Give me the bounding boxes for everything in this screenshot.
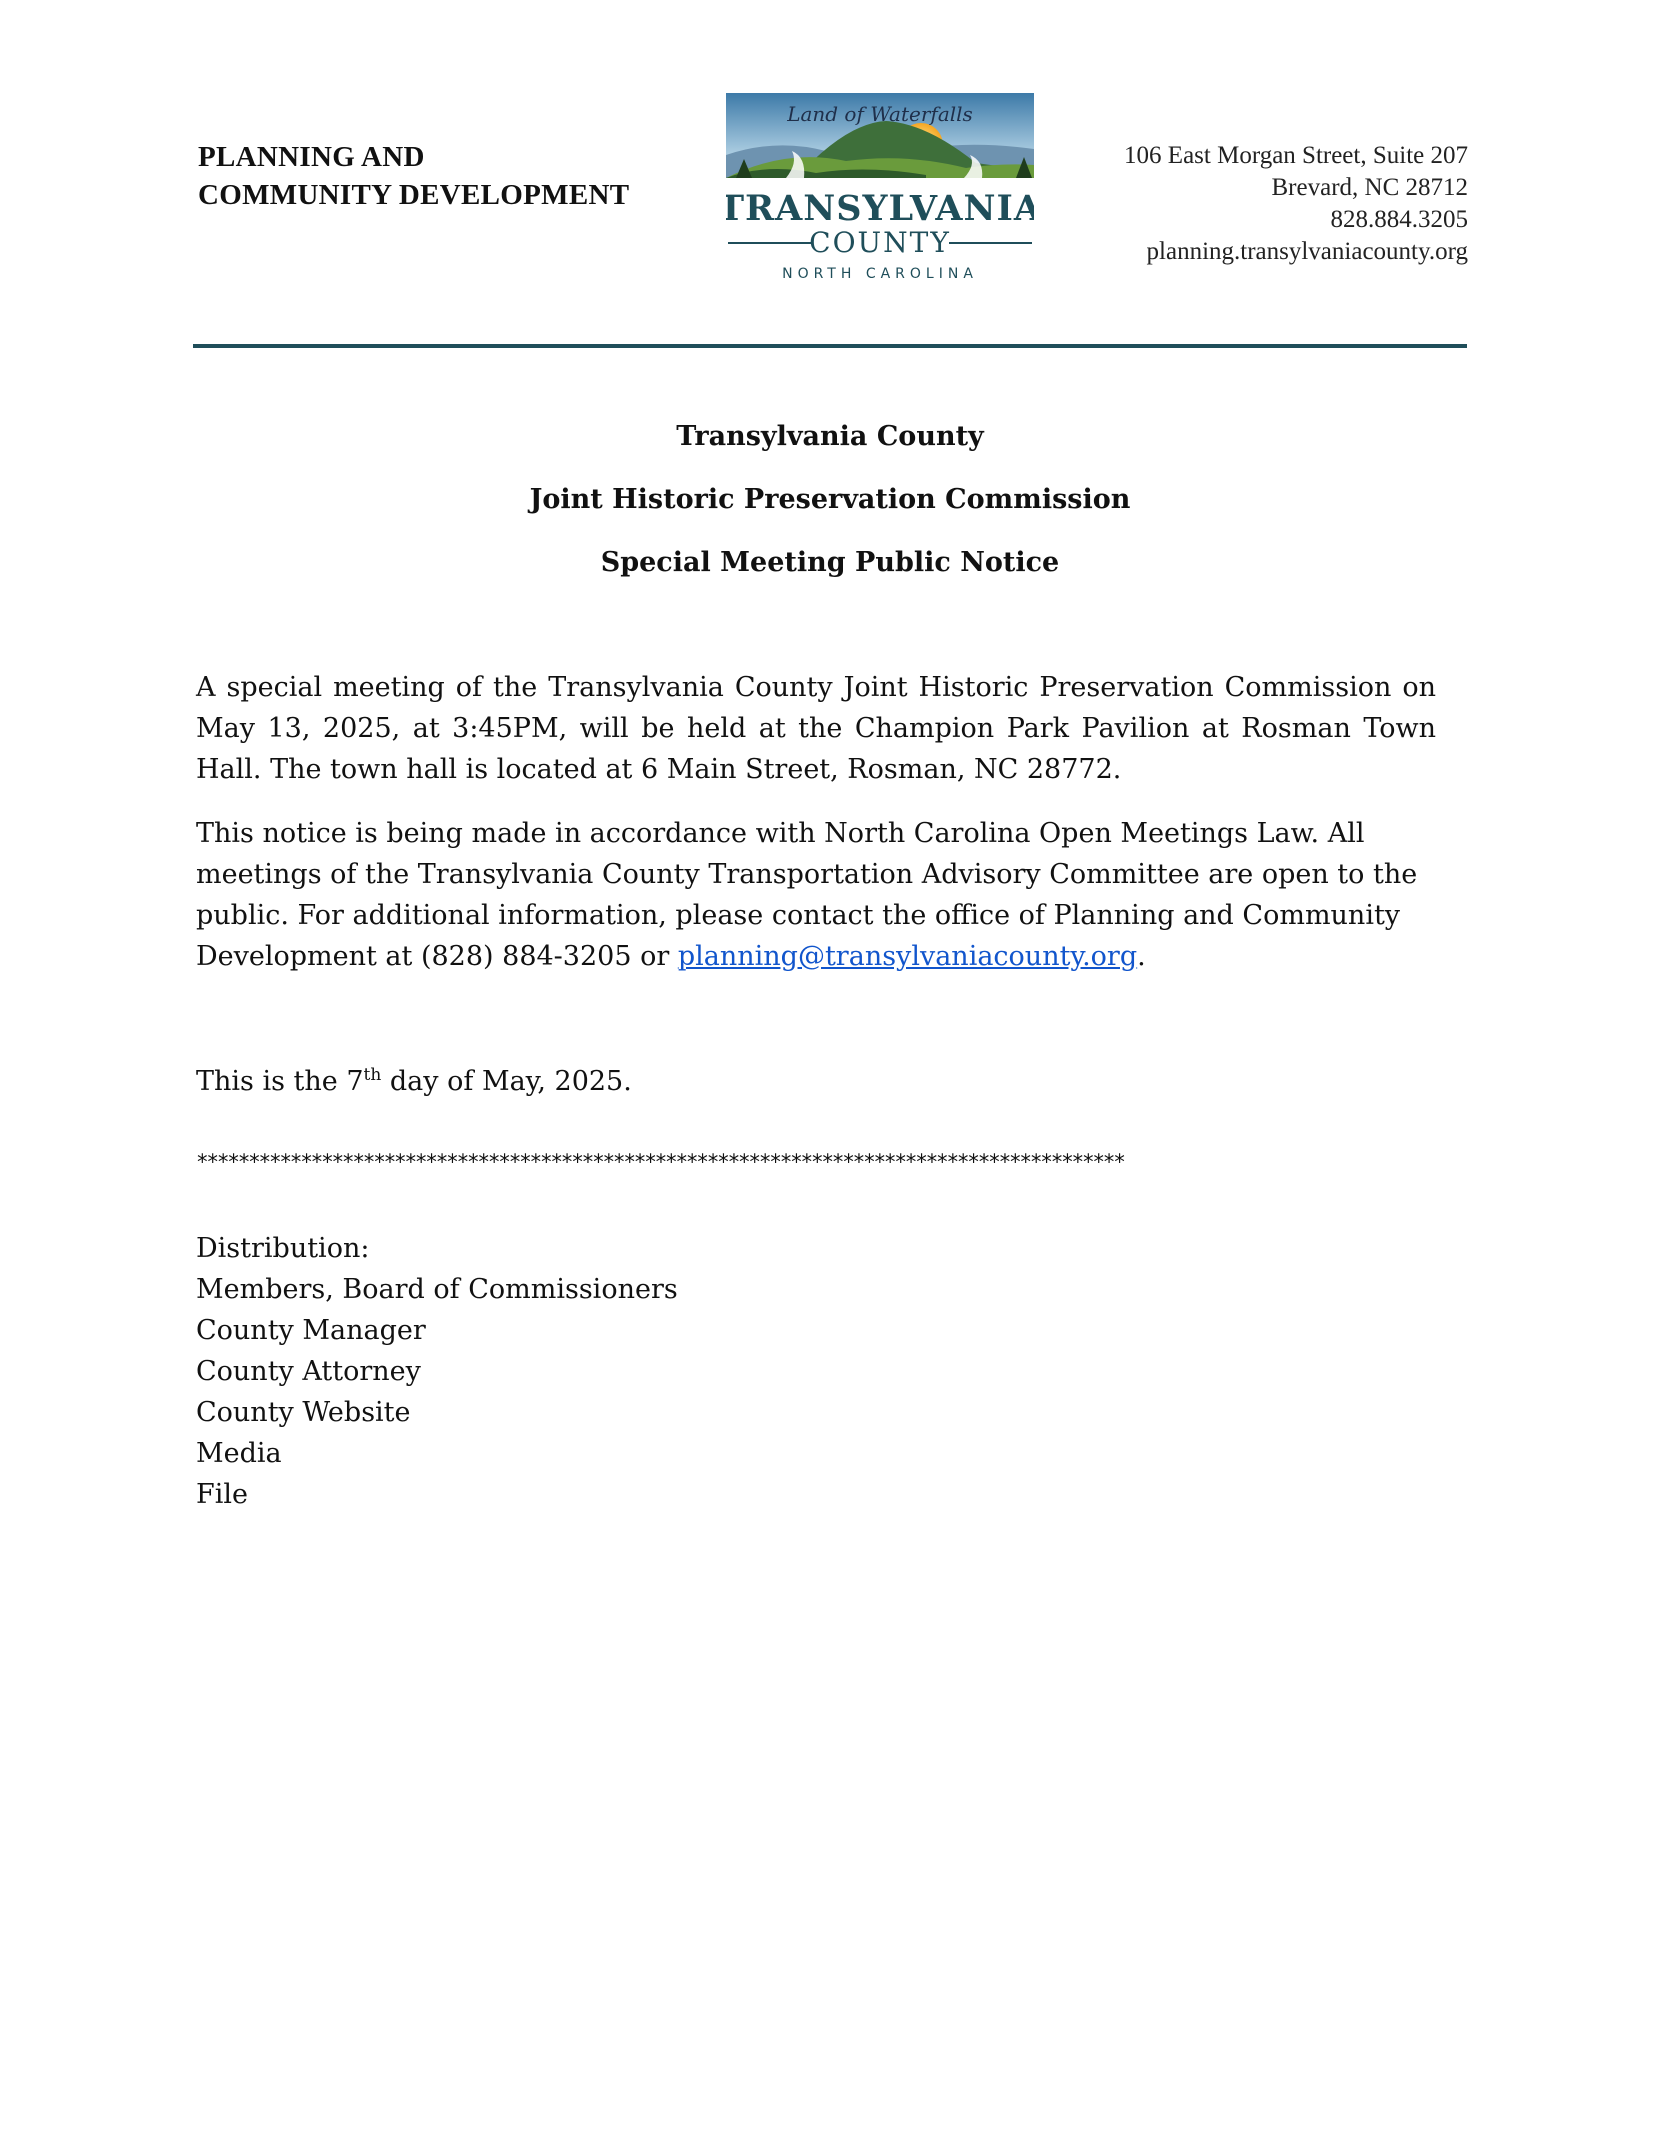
title-line-2: Joint Historic Preservation Commission	[529, 484, 1131, 515]
county-logo	[726, 93, 1034, 283]
date-prefix: This is the 7	[196, 1066, 364, 1097]
logo-county: COUNTY	[809, 226, 951, 259]
list-item: County Website	[196, 1397, 411, 1428]
title-line-1: Transylvania County	[676, 421, 984, 452]
date-ordinal: th	[363, 1065, 382, 1085]
department-name	[198, 138, 629, 214]
address-phone: 828.884.3205	[1330, 206, 1468, 233]
address-city: Brevard, NC 28712	[1271, 174, 1468, 201]
list-item: County Manager	[196, 1315, 426, 1346]
address-website: planning.transylvaniacounty.org	[1146, 238, 1468, 265]
office-address	[1124, 140, 1468, 268]
logo-graphic	[726, 93, 1034, 283]
separator-line: *****************************************************************************************	[196, 1150, 1124, 1174]
title-line-3: Special Meeting Public Notice	[600, 547, 1060, 578]
department-line-1: PLANNING AND	[198, 141, 425, 173]
notice-title	[193, 412, 1467, 601]
logo-name: TRANSYLVANIA	[726, 188, 1034, 229]
department-line-2: COMMUNITY DEVELOPMENT	[198, 179, 630, 211]
paragraph-end: .	[1137, 941, 1146, 972]
open-meetings-text: This notice is being made in accordance with North Carolina Open Meetings Law. All meetings of the Transylvania County Transportation Advisory Committee are open to the public. For additional information, please contact the office of Planning and Community Development at (828) 884-3205 or	[196, 818, 1418, 972]
list-item: Media	[196, 1438, 282, 1469]
list-item: File	[196, 1479, 248, 1510]
logo-state: NORTH CAROLINA	[782, 266, 978, 282]
header-divider	[193, 344, 1467, 348]
meeting-paragraph	[196, 667, 1436, 790]
open-meetings-paragraph	[196, 813, 1436, 977]
email-link[interactable]: planning@transylvaniacounty.org	[677, 941, 1138, 972]
list-item: County Attorney	[196, 1356, 421, 1387]
distribution-list	[196, 1228, 1436, 1515]
address-street: 106 East Morgan Street, Suite 207	[1124, 142, 1468, 169]
date-rest: day of May, 2025.	[381, 1066, 632, 1097]
notice-date	[196, 1061, 1436, 1102]
list-item: Members, Board of Commissioners	[196, 1274, 678, 1305]
meeting-details: A special meeting of the Transylvania County Joint Historic Preservation Commission on May 13, 2025, at 3:45PM, will be held at the Champion Park Pavilion at Rosman Town Hall. The town hall is located at 6 Main Street, Rosman, NC 28772.	[196, 672, 1436, 785]
logo-tagline: Land of Waterfalls	[787, 102, 973, 126]
distribution-heading: Distribution:	[196, 1233, 370, 1264]
